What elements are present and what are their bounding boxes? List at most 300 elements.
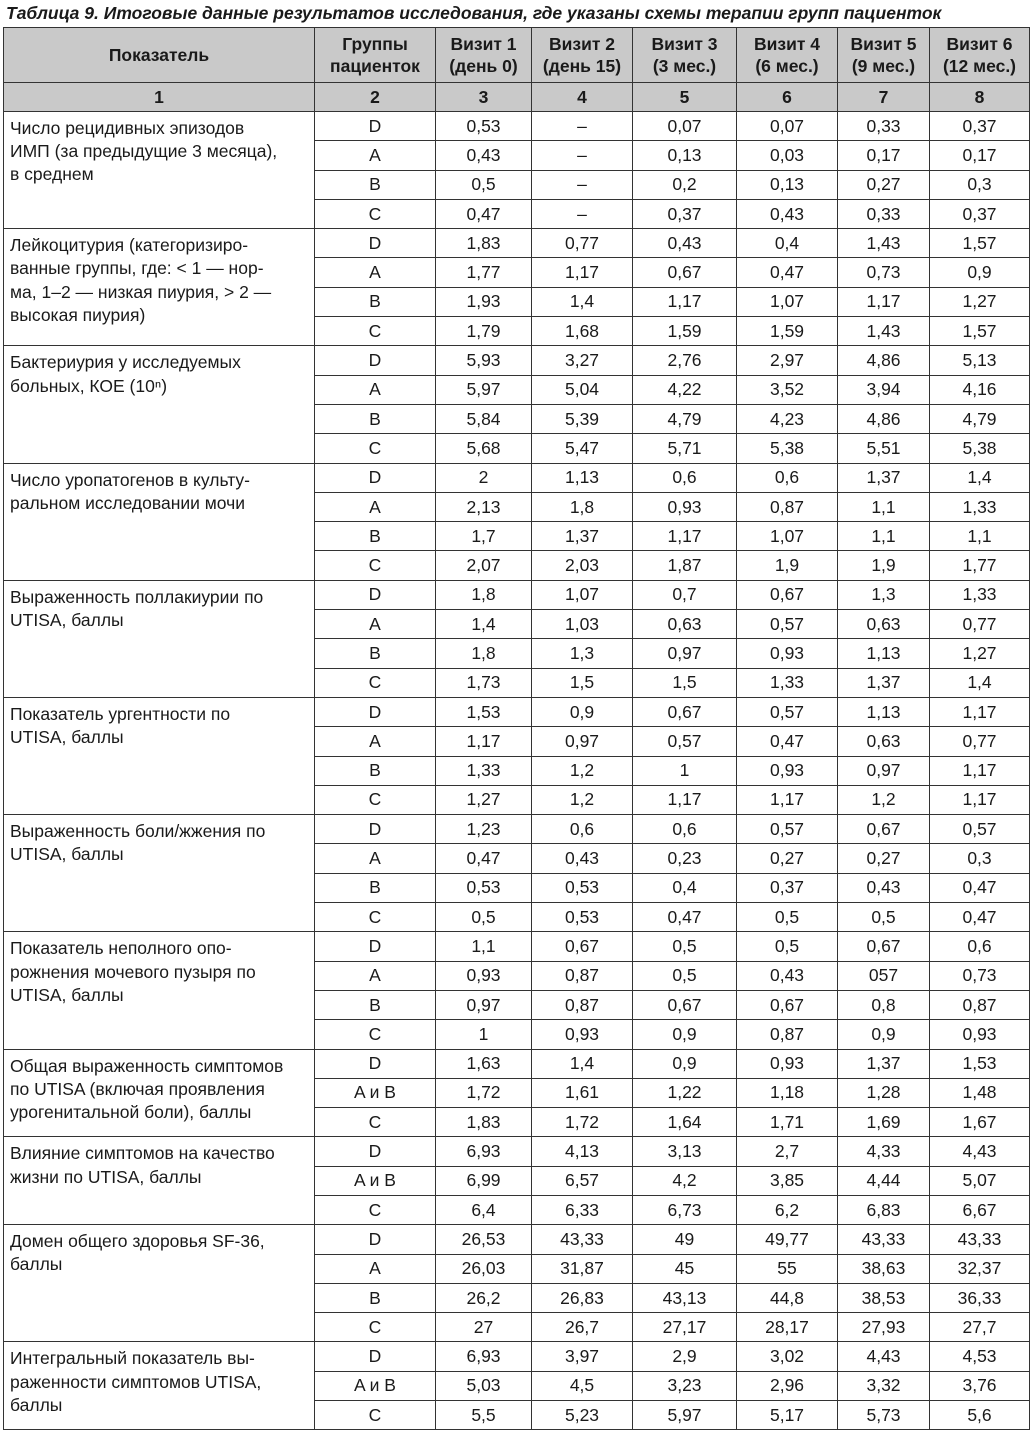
- visit-value-cell: 1,17: [633, 785, 737, 814]
- patient-group-cell: A: [315, 727, 436, 756]
- visit-value-cell: 0,43: [633, 229, 737, 258]
- visit-value-cell: 5,23: [532, 1401, 633, 1430]
- visit-value-cell: 0,27: [838, 844, 930, 873]
- patient-group-cell: A: [315, 492, 436, 521]
- visit-value-cell: 3,76: [930, 1371, 1030, 1400]
- visit-value-cell: 1,17: [737, 785, 838, 814]
- indicator-label-line: Показатель ургентности по: [10, 703, 231, 724]
- table-row: [4, 815, 1030, 844]
- indicator-label: [4, 815, 315, 932]
- indicator-label-line: Влияние симптомов на качество: [10, 1143, 275, 1164]
- indicator-label: [4, 1225, 315, 1342]
- visit-value-cell: 1,13: [838, 639, 930, 668]
- indicator-label-line: по UTISA (включая проявления: [10, 1078, 265, 1099]
- visit-value-cell: 26,2: [436, 1283, 532, 1312]
- patient-group-cell: D: [315, 1049, 436, 1078]
- visit-value-cell: 0,9: [633, 1020, 737, 1049]
- patient-group-cell: A: [315, 258, 436, 287]
- visit-value-cell: 3,97: [532, 1342, 633, 1371]
- visit-value-cell: 0,47: [737, 258, 838, 287]
- patient-group-cell: B: [315, 170, 436, 199]
- visit-value-cell: 6,4: [436, 1195, 532, 1224]
- visit-value-cell: 5,03: [436, 1371, 532, 1400]
- visit-value-cell: 0,37: [930, 112, 1030, 141]
- indicator-label-line: ИМП (за предыдущие 3 месяца),: [10, 141, 278, 162]
- visit-value-cell: 0,5: [633, 961, 737, 990]
- visit-value-cell: 0,4: [633, 873, 737, 902]
- column-number: 4: [532, 83, 633, 112]
- patient-group-cell: A: [315, 141, 436, 170]
- visit-value-cell: 1,64: [633, 1108, 737, 1137]
- visit-value-cell: 3,32: [838, 1371, 930, 1400]
- visit-value-cell: 1,77: [930, 551, 1030, 580]
- visit-value-cell: 4,33: [838, 1137, 930, 1166]
- visit-value-cell: 0,3: [930, 844, 1030, 873]
- visit-value-cell: 1,33: [930, 492, 1030, 521]
- indicator-label: [4, 580, 315, 697]
- indicator-label-line: ма, 1–2 — низкая пиурия, > 2 —: [10, 281, 272, 302]
- patient-group-cell: C: [315, 785, 436, 814]
- visit-value-cell: 1,17: [838, 287, 930, 316]
- indicator-label: [4, 229, 315, 346]
- visit-value-cell: 0,27: [737, 844, 838, 873]
- visit-value-cell: 1,93: [436, 287, 532, 316]
- visit-value-cell: 0,37: [633, 199, 737, 228]
- visit-value-cell: 4,86: [838, 346, 930, 375]
- visit-value-cell: 1,17: [532, 258, 633, 287]
- visit-value-cell: 4,16: [930, 375, 1030, 404]
- patient-group-cell: C: [315, 199, 436, 228]
- indicator-label-line: Лейкоцитурия (категоризиро-: [10, 235, 249, 256]
- visit-value-cell: 36,33: [930, 1283, 1030, 1312]
- visit-value-cell: 55: [737, 1254, 838, 1283]
- table-row: [4, 463, 1030, 492]
- visit-value-cell: 1,53: [436, 697, 532, 726]
- visit-value-cell: 1,22: [633, 1078, 737, 1107]
- visit-value-cell: 0,67: [532, 932, 633, 961]
- visit-value-cell: 1,27: [930, 287, 1030, 316]
- visit-value-cell: 1,53: [930, 1049, 1030, 1078]
- visit-value-cell: 0,17: [838, 141, 930, 170]
- visit-value-cell: 0,67: [838, 932, 930, 961]
- visit-value-cell: 0,43: [737, 961, 838, 990]
- visit-value-cell: 0,6: [633, 815, 737, 844]
- visit-value-cell: 26,83: [532, 1283, 633, 1312]
- visit-value-cell: 1,43: [838, 229, 930, 258]
- header-text: (9 мес.): [851, 56, 916, 76]
- header-cell: [436, 28, 532, 83]
- visit-value-cell: 27,17: [633, 1313, 737, 1342]
- table-row: [4, 697, 1030, 726]
- visit-value-cell: 0,63: [838, 727, 930, 756]
- visit-value-cell: 4,5: [532, 1371, 633, 1400]
- visit-value-cell: –: [532, 199, 633, 228]
- visit-value-cell: 0,93: [737, 756, 838, 785]
- header-text: (день 0): [449, 56, 518, 76]
- visit-value-cell: 1,17: [633, 522, 737, 551]
- indicator-label-line: Показатель неполного опо-: [10, 938, 232, 959]
- visit-value-cell: 0,73: [930, 961, 1030, 990]
- visit-value-cell: 4,86: [838, 404, 930, 433]
- visit-value-cell: 5,47: [532, 434, 633, 463]
- header-text: Визит 5: [850, 34, 917, 54]
- header-cell: [930, 28, 1030, 83]
- visit-value-cell: 0,67: [838, 815, 930, 844]
- visit-value-cell: 0,6: [930, 932, 1030, 961]
- visit-value-cell: 1,17: [633, 287, 737, 316]
- patient-group-cell: B: [315, 287, 436, 316]
- visit-value-cell: 1,17: [930, 756, 1030, 785]
- header-text: Визит 6: [946, 34, 1013, 54]
- indicator-label: [4, 1049, 315, 1137]
- visit-value-cell: 1: [436, 1020, 532, 1049]
- visit-value-cell: 1,3: [532, 639, 633, 668]
- header-cell: [315, 28, 436, 83]
- visit-value-cell: 6,73: [633, 1195, 737, 1224]
- visit-value-cell: 0,03: [737, 141, 838, 170]
- visit-value-cell: 49: [633, 1225, 737, 1254]
- visit-value-cell: 1,03: [532, 610, 633, 639]
- visit-value-cell: 2,97: [737, 346, 838, 375]
- indicator-label-line: Домен общего здоровья SF-36,: [10, 1231, 265, 1252]
- visit-value-cell: 5,6: [930, 1401, 1030, 1430]
- visit-value-cell: 0,87: [532, 961, 633, 990]
- visit-value-cell: 1,43: [838, 317, 930, 346]
- visit-value-cell: 1,13: [532, 463, 633, 492]
- indicator-label-line: высокая пиурия): [10, 304, 146, 325]
- visit-value-cell: 1,87: [633, 551, 737, 580]
- indicator-label-line: жизни по UTISA, баллы: [10, 1166, 202, 1187]
- visit-value-cell: 0,5: [838, 903, 930, 932]
- visit-value-cell: 0,77: [532, 229, 633, 258]
- visit-value-cell: 0,5: [737, 903, 838, 932]
- patient-group-cell: D: [315, 697, 436, 726]
- patient-group-cell: A: [315, 610, 436, 639]
- visit-value-cell: 2,03: [532, 551, 633, 580]
- visit-value-cell: 1,27: [930, 639, 1030, 668]
- indicator-label-line: Бактериурия у исследуемых: [10, 352, 241, 373]
- patient-group-cell: D: [315, 463, 436, 492]
- visit-value-cell: 1,69: [838, 1108, 930, 1137]
- visit-value-cell: 4,79: [633, 404, 737, 433]
- patient-group-cell: B: [315, 873, 436, 902]
- visit-value-cell: 1,07: [532, 580, 633, 609]
- visit-value-cell: 1,07: [737, 287, 838, 316]
- visit-value-cell: 1,8: [532, 492, 633, 521]
- header-cell: [4, 28, 315, 83]
- visit-value-cell: –: [532, 141, 633, 170]
- column-number: 8: [930, 83, 1030, 112]
- visit-value-cell: 0,53: [532, 873, 633, 902]
- visit-value-cell: 0,53: [532, 903, 633, 932]
- indicator-label: [4, 463, 315, 580]
- visit-value-cell: 0,67: [633, 990, 737, 1019]
- visit-value-cell: 5,04: [532, 375, 633, 404]
- table-header: [4, 28, 1030, 112]
- visit-value-cell: 5,07: [930, 1166, 1030, 1195]
- visit-value-cell: 4,13: [532, 1137, 633, 1166]
- visit-value-cell: 0,57: [737, 697, 838, 726]
- visit-value-cell: 0,67: [633, 258, 737, 287]
- visit-value-cell: 0,47: [633, 903, 737, 932]
- column-number-row: [4, 83, 1030, 112]
- visit-value-cell: 1,4: [930, 463, 1030, 492]
- visit-value-cell: 28,17: [737, 1313, 838, 1342]
- table-row: [4, 1225, 1030, 1254]
- header-cell: [737, 28, 838, 83]
- patient-group-cell: A и B: [315, 1078, 436, 1107]
- visit-value-cell: 6,57: [532, 1166, 633, 1195]
- visit-value-cell: 0,67: [633, 697, 737, 726]
- visit-value-cell: 0,2: [633, 170, 737, 199]
- visit-value-cell: 0,67: [737, 990, 838, 1019]
- visit-value-cell: 1,37: [838, 668, 930, 697]
- header-cell: [532, 28, 633, 83]
- visit-value-cell: 0,6: [633, 463, 737, 492]
- patient-group-cell: A: [315, 844, 436, 873]
- indicator-label-line: баллы: [10, 1394, 63, 1415]
- visit-value-cell: 0,47: [436, 844, 532, 873]
- visit-value-cell: 0,3: [930, 170, 1030, 199]
- visit-value-cell: 1,2: [838, 785, 930, 814]
- visit-value-cell: 0,13: [633, 141, 737, 170]
- visit-value-cell: 1,77: [436, 258, 532, 287]
- visit-value-cell: 0,9: [633, 1049, 737, 1078]
- patient-group-cell: D: [315, 932, 436, 961]
- column-number: 1: [4, 83, 315, 112]
- visit-value-cell: 2,76: [633, 346, 737, 375]
- visit-value-cell: 1,37: [838, 463, 930, 492]
- visit-value-cell: 3,13: [633, 1137, 737, 1166]
- header-cell: [633, 28, 737, 83]
- visit-value-cell: 1,2: [532, 756, 633, 785]
- header-text: Группы: [342, 34, 408, 54]
- visit-value-cell: 1,2: [532, 785, 633, 814]
- visit-value-cell: 1,18: [737, 1078, 838, 1107]
- visit-value-cell: 1,8: [436, 580, 532, 609]
- indicator-label: [4, 1137, 315, 1225]
- visit-value-cell: 5,71: [633, 434, 737, 463]
- header-text: Визит 2: [548, 34, 616, 54]
- visit-value-cell: 0,17: [930, 141, 1030, 170]
- indicator-label-line: Число рецидивных эпизодов: [10, 118, 245, 138]
- patient-group-cell: D: [315, 815, 436, 844]
- visit-value-cell: 0,43: [737, 199, 838, 228]
- visit-value-cell: 1,33: [436, 756, 532, 785]
- indicator-label-line: ванные группы, где: < 1 — нор-: [10, 258, 264, 279]
- visit-value-cell: 27,93: [838, 1313, 930, 1342]
- header-text: (3 мес.): [652, 56, 717, 76]
- visit-value-cell: 057: [838, 961, 930, 990]
- visit-value-cell: 0,57: [930, 815, 1030, 844]
- visit-value-cell: 0,87: [532, 990, 633, 1019]
- visit-value-cell: 2: [436, 463, 532, 492]
- visit-value-cell: 5,51: [838, 434, 930, 463]
- patient-group-cell: C: [315, 668, 436, 697]
- visit-value-cell: 1,33: [930, 580, 1030, 609]
- visit-value-cell: 3,85: [737, 1166, 838, 1195]
- visit-value-cell: 0,9: [930, 258, 1030, 287]
- table-row: [4, 1137, 1030, 1166]
- patient-group-cell: B: [315, 404, 436, 433]
- visit-value-cell: 0,6: [737, 463, 838, 492]
- visit-value-cell: 4,44: [838, 1166, 930, 1195]
- visit-value-cell: 0,4: [737, 229, 838, 258]
- results-table: [3, 27, 1030, 1430]
- visit-value-cell: 1,17: [930, 785, 1030, 814]
- visit-value-cell: 1,9: [737, 551, 838, 580]
- visit-value-cell: 38,63: [838, 1254, 930, 1283]
- visit-value-cell: 0,07: [737, 112, 838, 141]
- visit-value-cell: 2,07: [436, 551, 532, 580]
- visit-value-cell: 5,93: [436, 346, 532, 375]
- visit-value-cell: 1,1: [838, 492, 930, 521]
- visit-value-cell: 5,38: [930, 434, 1030, 463]
- patient-group-cell: C: [315, 434, 436, 463]
- visit-value-cell: 0,57: [737, 610, 838, 639]
- visit-value-cell: 0,5: [436, 903, 532, 932]
- visit-value-cell: 45: [633, 1254, 737, 1283]
- header-cell: [838, 28, 930, 83]
- visit-value-cell: 1,1: [838, 522, 930, 551]
- patient-group-cell: C: [315, 1020, 436, 1049]
- patient-group-cell: A: [315, 961, 436, 990]
- indicator-label-line: UTISA, баллы: [10, 844, 124, 865]
- visit-value-cell: 27,7: [930, 1313, 1030, 1342]
- visit-value-cell: 1,71: [737, 1108, 838, 1137]
- visit-value-cell: 0,07: [633, 112, 737, 141]
- indicator-label-line: Выраженность боли/жжения по: [10, 821, 266, 842]
- visit-value-cell: 1,23: [436, 815, 532, 844]
- visit-value-cell: 6,83: [838, 1195, 930, 1224]
- visit-value-cell: 1,72: [436, 1078, 532, 1107]
- patient-group-cell: D: [315, 229, 436, 258]
- visit-value-cell: 1,57: [930, 317, 1030, 346]
- column-number: 6: [737, 83, 838, 112]
- visit-value-cell: 3,02: [737, 1342, 838, 1371]
- visit-value-cell: 0,9: [838, 1020, 930, 1049]
- visit-value-cell: 43,33: [930, 1225, 1030, 1254]
- indicator-label-line: Выраженность поллакиурии по: [10, 586, 264, 607]
- indicator-label: [4, 932, 315, 1049]
- header-text: Визит 1: [450, 34, 517, 54]
- column-number: 2: [315, 83, 436, 112]
- patient-group-cell: C: [315, 317, 436, 346]
- visit-value-cell: 0,43: [532, 844, 633, 873]
- visit-value-cell: 6,2: [737, 1195, 838, 1224]
- patient-group-cell: D: [315, 1225, 436, 1254]
- visit-value-cell: 1,28: [838, 1078, 930, 1107]
- visit-value-cell: –: [532, 170, 633, 199]
- visit-value-cell: 3,52: [737, 375, 838, 404]
- visit-value-cell: 0,9: [532, 697, 633, 726]
- visit-value-cell: 1,7: [436, 522, 532, 551]
- indicator-label-line: в среднем: [10, 164, 94, 185]
- visit-value-cell: 2,9: [633, 1342, 737, 1371]
- patient-group-cell: D: [315, 112, 436, 141]
- visit-value-cell: 4,43: [838, 1342, 930, 1371]
- visit-value-cell: 31,87: [532, 1254, 633, 1283]
- visit-value-cell: 0,73: [838, 258, 930, 287]
- header-text: пациенток: [330, 56, 420, 76]
- patient-group-cell: D: [315, 1342, 436, 1371]
- visit-value-cell: 2,7: [737, 1137, 838, 1166]
- visit-value-cell: 0,63: [838, 610, 930, 639]
- visit-value-cell: 1,4: [930, 668, 1030, 697]
- visit-value-cell: 0,53: [436, 873, 532, 902]
- header-text: Визит 3: [651, 34, 718, 54]
- visit-value-cell: 1,3: [838, 580, 930, 609]
- indicator-label: [4, 346, 315, 463]
- indicator-label-line: UTISA, баллы: [10, 984, 124, 1005]
- visit-value-cell: 0,13: [737, 170, 838, 199]
- visit-value-cell: 1,5: [633, 668, 737, 697]
- patient-group-cell: B: [315, 522, 436, 551]
- visit-value-cell: 0,93: [930, 1020, 1030, 1049]
- visit-value-cell: 1,68: [532, 317, 633, 346]
- visit-value-cell: 1: [633, 756, 737, 785]
- visit-value-cell: 0,7: [633, 580, 737, 609]
- visit-value-cell: 0,87: [930, 990, 1030, 1019]
- visit-value-cell: 5,5: [436, 1401, 532, 1430]
- visit-value-cell: 2,96: [737, 1371, 838, 1400]
- visit-value-cell: 0,8: [838, 990, 930, 1019]
- visit-value-cell: 0,47: [436, 199, 532, 228]
- visit-value-cell: 0,97: [532, 727, 633, 756]
- header-text: (день 15): [542, 56, 622, 76]
- visit-value-cell: 1,4: [532, 287, 633, 316]
- visit-value-cell: 0,93: [633, 492, 737, 521]
- table-row: [4, 580, 1030, 609]
- visit-value-cell: 5,84: [436, 404, 532, 433]
- visit-value-cell: 3,23: [633, 1371, 737, 1400]
- visit-value-cell: 0,37: [737, 873, 838, 902]
- visit-value-cell: 5,73: [838, 1401, 930, 1430]
- table-row: [4, 229, 1030, 258]
- patient-group-cell: B: [315, 990, 436, 1019]
- header-text: (12 мес.): [942, 56, 1017, 76]
- visit-value-cell: 0,93: [737, 639, 838, 668]
- visit-value-cell: 1,8: [436, 639, 532, 668]
- column-number: 3: [436, 83, 532, 112]
- visit-value-cell: 0,93: [436, 961, 532, 990]
- visit-value-cell: 0,23: [633, 844, 737, 873]
- visit-value-cell: 6,99: [436, 1166, 532, 1195]
- indicator-label-line: UTISA, баллы: [10, 727, 124, 748]
- visit-value-cell: 0,67: [737, 580, 838, 609]
- visit-value-cell: 0,5: [633, 932, 737, 961]
- indicator-label-line: рожнения мочевого пузыря по: [10, 961, 256, 982]
- visit-value-cell: 26,53: [436, 1225, 532, 1254]
- visit-value-cell: 1,83: [436, 229, 532, 258]
- visit-value-cell: 4,53: [930, 1342, 1030, 1371]
- visit-value-cell: 1,59: [737, 317, 838, 346]
- visit-value-cell: 0,57: [737, 815, 838, 844]
- visit-value-cell: 1,57: [930, 229, 1030, 258]
- header-text: Показатель: [108, 45, 210, 65]
- indicator-label: [4, 697, 315, 814]
- visit-value-cell: 1,1: [436, 932, 532, 961]
- visit-value-cell: 5,39: [532, 404, 633, 433]
- visit-value-cell: 27: [436, 1313, 532, 1342]
- indicator-label-line: Интегральный показатель вы-: [10, 1348, 255, 1369]
- visit-value-cell: 1,4: [436, 610, 532, 639]
- visit-value-cell: 1,79: [436, 317, 532, 346]
- visit-value-cell: 1,67: [930, 1108, 1030, 1137]
- visit-value-cell: 6,33: [532, 1195, 633, 1224]
- indicator-label-line: больных, КОЕ (10ⁿ): [10, 375, 168, 396]
- patient-group-cell: A и B: [315, 1371, 436, 1400]
